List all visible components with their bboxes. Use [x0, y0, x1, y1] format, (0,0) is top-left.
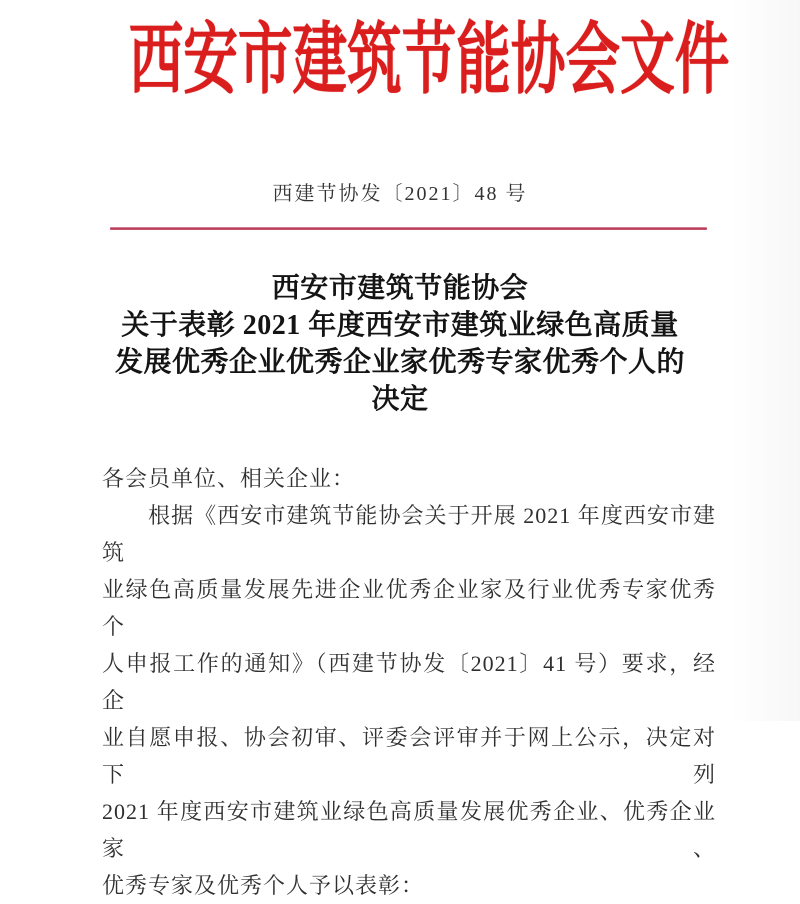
- document-title-line: 关于表彰 2021 年度西安市建筑业绿色高质量: [121, 310, 679, 341]
- paragraph-line: 根据《西安市建筑节能协会关于开展 2021 年度西安市建筑: [102, 503, 716, 565]
- document-title-line: 西安市建筑节能协会: [271, 273, 529, 304]
- paragraph-line: 2021 年度西安市建筑业绿色高质量发展优秀企业、优秀企业家、: [102, 799, 716, 861]
- paragraph-line: 业自愿申报、协会初审、评委会评审并于网上公示，决定对下列: [102, 725, 716, 787]
- paragraph-line: 优秀专家及优秀个人予以表彰：: [102, 873, 425, 898]
- document-title-line: 发展优秀企业优秀企业家优秀专家优秀个人的: [114, 347, 685, 378]
- paragraph-line: 业绿色高质量发展先进企业优秀企业家及行业优秀专家优秀个: [102, 577, 716, 639]
- letterhead: [0, 0, 800, 108]
- letterhead-title: 西安市建筑节能协会文件: [128, 16, 730, 103]
- document-body: [102, 460, 716, 904]
- document-number: 西建节协发〔2021〕48 号: [272, 183, 528, 205]
- document-title: [0, 270, 800, 418]
- paragraph: [102, 497, 716, 904]
- document-title-line: 决定: [371, 384, 429, 415]
- salutation: 各会员单位、相关企业：: [102, 466, 356, 491]
- red-divider-line: [110, 227, 707, 230]
- paragraph-line: 人申报工作的通知》（西建节协发〔2021〕41 号）要求，经企: [102, 651, 716, 713]
